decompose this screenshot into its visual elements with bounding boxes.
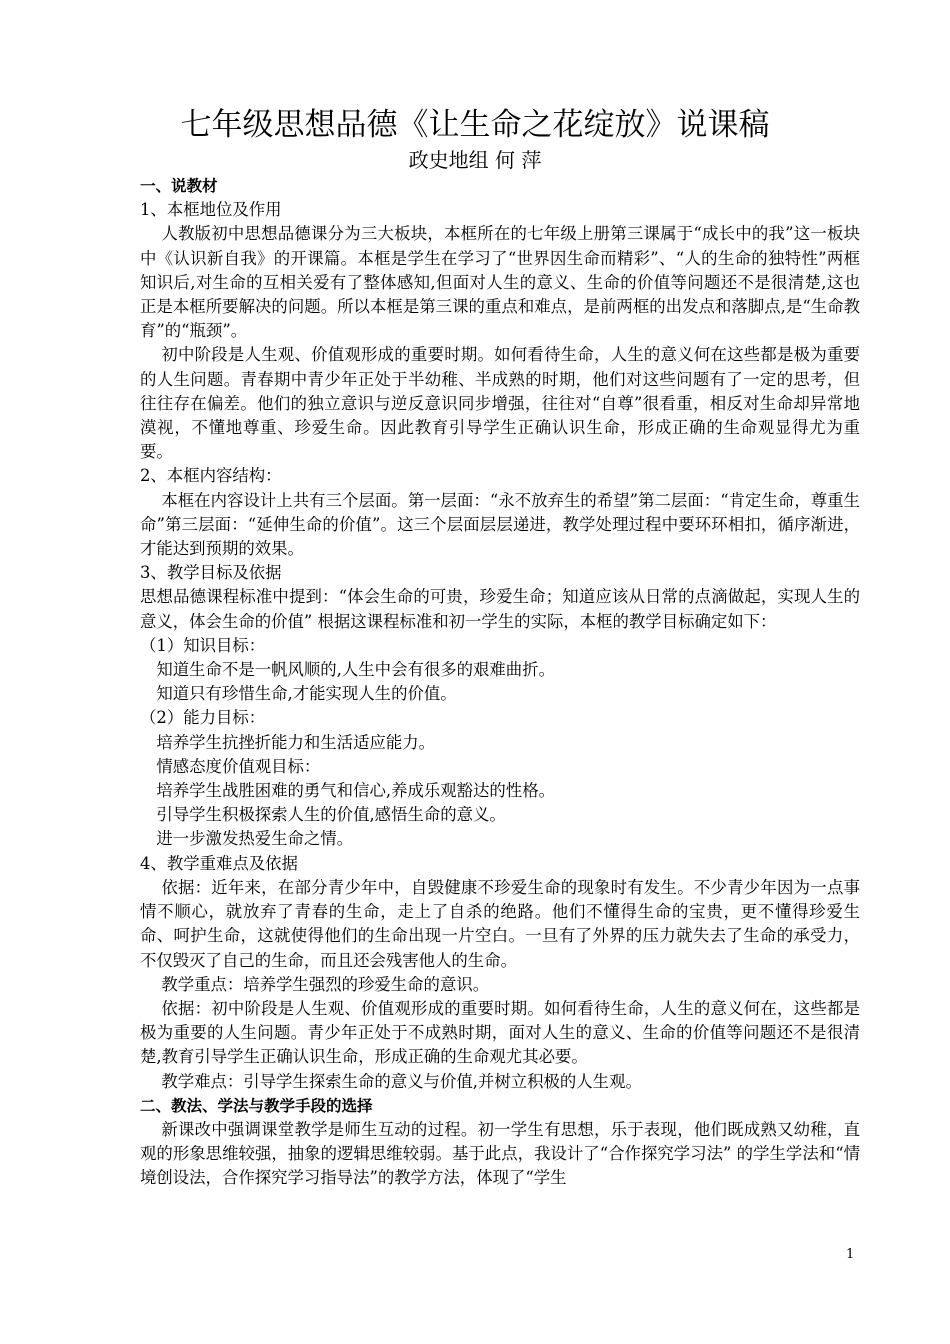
teaching-key-point: 教学重点：培养学生强烈的珍爱生命的意识。 xyxy=(161,974,490,994)
subheading-content-structure: 2、本框内容结构： xyxy=(140,466,282,486)
goal-knowledge-item: 知道只有珍惜生命,才能实现人生的价值。 xyxy=(156,684,457,704)
goal-ability-item: 培养学生抗挫折能力和生活适应能力。 xyxy=(156,732,436,752)
goal-emotion-label: 情感态度价值观目标： xyxy=(156,756,321,776)
goal-knowledge-label: （1）知识目标： xyxy=(140,635,266,655)
document-body xyxy=(140,174,860,1191)
teaching-difficult-point: 教学难点：引导学生探索生命的意义与价值,并树立积极的人生观。 xyxy=(161,1071,642,1091)
document-title: 七年级思想品德《让生命之花绽放》说课稿 xyxy=(180,107,770,143)
goal-ability-label: （2）能力目标： xyxy=(140,708,266,728)
paragraph-basis-1: 依据：近年来，在部分青少年中，自毁健康不珍爱生命的现象时有发生。不少青少年因为一点事情不顺心，就放弃了青春的生命，走上了自杀的绝路。他们不懂得生命的宝贵，更不懂得珍爱生命、呵护生命，这就使得他们的生命出现一片空白。一旦有了外界的压力就失去了生命的承受力，不仅毁灭了自己的生命，而且还会残害他人的生命。 xyxy=(140,877,860,970)
paragraph-curriculum-standard: 思想品德课程标准中提到：“体会生命的可贵，珍爱生命；知道应该从日常的点滴做起，实现人生的意义，体会生命的价值” 根据这课程标准和初一学生的实际，本框的教学目标确定如下： xyxy=(140,587,860,631)
paragraph-life-values: 初中阶段是人生观、价值观形成的重要时期。如何看待生命，人生的意义何在这些都是极为重要的人生问题。青春期中青少年正处于半幼稚、半成熟的时期，他们对这些问题有了一定的思考，但往往存在偏差。他们的独立意识与逆反意识同步增强，往往对“自尊”很看重，相反对生命却异常地漠视，不懂地尊重、珍爱生命。因此教育引导学生正确认识生命，形成正确的生命观显得尤为重要。 xyxy=(140,345,860,462)
section-heading-teaching-material: 一、说教材 xyxy=(140,177,218,195)
subheading-teaching-goals: 3、教学目标及依据 xyxy=(140,563,282,583)
goal-emotion-item: 引导学生积极探索人生的价值,感悟生命的意义。 xyxy=(156,805,506,825)
paragraph-methods: 新课改中强调课堂教学是师生互动的过程。初一学生有思想，乐于表现，他们既成熟又幼稚，直观的形象思维较强，抽象的逻辑思维较弱。基于此点，我设计了“合作探究学习法” 的学生学法和“情境创设法，合作探究学习指导法”的教学方法，体现了“学生 xyxy=(140,1119,860,1188)
paragraph-basis-2: 依据：初中阶段是人生观、价值观形成的重要时期。如何看待生命，人生的意义何在，这些都是极为重要的人生问题。青少年正处于不成熟时期，面对人生的意义、生命的价值等问题还不是很清楚,教育引导学生正确认识生命，形成正确的生命观尤其必要。 xyxy=(140,998,860,1067)
paragraph-content-structure: 本框在内容设计上共有三个层面。第一层面：“永不放弃生的希望”第二层面：“肯定生命，尊重生命”第三层面：“延伸生命的价值”。这三个层面层层递进，教学处理过程中要环环相扣，循序渐进，才能达到预期的效果。 xyxy=(140,490,860,559)
goal-emotion-item: 进一步激发热爱生命之情。 xyxy=(156,829,354,849)
subheading-position-role: 1、本框地位及作用 xyxy=(140,200,282,220)
goal-knowledge-item: 知道生命不是一帆风顺的,人生中会有很多的艰难曲折。 xyxy=(156,660,555,680)
page-number: 1 xyxy=(846,1247,855,1262)
paragraph-position-role: 人教版初中思想品德课分为三大板块，本框所在的七年级上册第三课属于“成长中的我”这一板块中《认识新自我》的开课篇。本框是学生在学习了“世界因生命而精彩”、“人的生命的独特性”两框知识后,对生命的互相关爱有了整体感知,但面对人生的意义、生命的价值等问题还不是很清楚,这也正是本框所要解决的问题。所以本框是第三课的重点和难点，是前两框的出发点和落脚点,是“生命教育”的“瓶颈”。 xyxy=(140,224,860,341)
goal-emotion-item: 培养学生战胜困难的勇气和信心,养成乐观豁达的性格。 xyxy=(156,781,555,801)
author-line: 政史地组 何 萍 xyxy=(408,148,542,172)
subheading-key-difficult-points: 4、教学重难点及依据 xyxy=(140,853,298,873)
section-heading-methods: 二、教法、学法与教学手段的选择 xyxy=(140,1096,373,1115)
